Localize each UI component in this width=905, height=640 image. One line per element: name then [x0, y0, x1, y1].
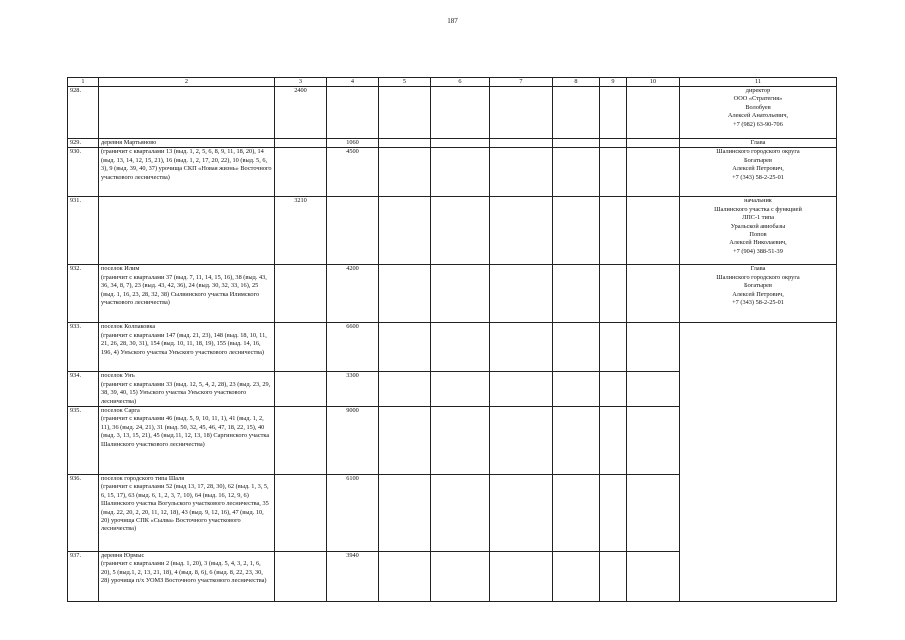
column-4-value: 9000 — [327, 407, 379, 475]
empty-cell — [431, 265, 490, 323]
empty-cell — [553, 87, 600, 139]
responsible-contact-cell: Глава — [680, 139, 837, 148]
empty-cell — [379, 265, 431, 323]
empty-cell — [600, 87, 627, 139]
empty-cell — [627, 265, 680, 323]
table-row — [68, 265, 837, 323]
empty-cell — [490, 323, 553, 372]
row-number: 928. — [68, 87, 99, 139]
empty-cell — [379, 197, 431, 265]
column-4-value: 3300 — [327, 372, 379, 407]
empty-cell — [553, 148, 600, 197]
column-header: 4 — [327, 78, 379, 87]
table-row — [68, 323, 837, 372]
table-row — [68, 197, 837, 265]
settlement-cell: деревня Юрмыс (граничит с кварталами 2 (выд. 1, 20), 3 (выд. 5, 4, 3, 2, 1, 6, 20), 5 (выд.1, 2, 13, 21, 18), 4 (выд. 8, 6), 6 (выд. 8, 22, 23, 30, 28) урочища п/х УОМЗ Восточного участкового лесничества) — [99, 552, 275, 602]
column-3-value — [275, 372, 327, 407]
page-number: 187 — [447, 17, 458, 25]
responsible-contact-cell: начальник Шалинского участка с функцией ЛПС-1 типа Уральской авиобазы Попов Алексей Николаевич, +7 (904) 388-51-39 — [680, 197, 837, 265]
empty-cell — [490, 265, 553, 323]
empty-cell — [431, 407, 490, 475]
column-header: 5 — [379, 78, 431, 87]
empty-cell — [600, 475, 627, 552]
empty-cell — [627, 87, 680, 139]
empty-cell — [379, 148, 431, 197]
empty-cell — [627, 372, 680, 407]
table-row — [68, 139, 837, 148]
column-4-value: 6100 — [327, 475, 379, 552]
empty-cell — [553, 265, 600, 323]
column-numbers-row — [68, 78, 837, 87]
row-number: 933. — [68, 323, 99, 372]
empty-cell — [553, 372, 600, 407]
empty-cell — [490, 407, 553, 475]
column-4-value — [327, 197, 379, 265]
empty-cell — [431, 475, 490, 552]
empty-cell — [553, 407, 600, 475]
empty-cell — [379, 323, 431, 372]
settlement-cell: деревня Мартьяново — [99, 139, 275, 148]
empty-cell — [490, 197, 553, 265]
empty-cell — [627, 407, 680, 475]
empty-cell — [490, 552, 553, 602]
empty-cell — [490, 372, 553, 407]
column-header: 7 — [490, 78, 553, 87]
column-3-value — [275, 552, 327, 602]
row-number: 937. — [68, 552, 99, 602]
row-number: 936. — [68, 475, 99, 552]
column-header: 11 — [680, 78, 837, 87]
column-header: 9 — [600, 78, 627, 87]
empty-cell — [431, 197, 490, 265]
column-3-value — [275, 475, 327, 552]
empty-cell — [379, 407, 431, 475]
settlement-cell — [99, 197, 275, 265]
settlement-cell: поселок Илим (граничит с кварталами 37 (выд. 7, 11, 14, 15, 16), 38 (выд. 43, 36, 34, 8, 7), 23 (выд. 43, 42, 36), 24 (выд. 30, 32, 33, 16), 25 (выд. 1, 16, 23, 28, 32, 38) Сылвинского участка Илимского участкового лесничества) — [99, 265, 275, 323]
row-number: 932. — [68, 265, 99, 323]
row-number: 935. — [68, 407, 99, 475]
empty-cell — [431, 372, 490, 407]
empty-cell — [627, 475, 680, 552]
empty-cell — [600, 552, 627, 602]
empty-cell — [431, 87, 490, 139]
empty-cell — [379, 552, 431, 602]
empty-cell — [600, 265, 627, 323]
row-number: 931. — [68, 197, 99, 265]
empty-cell — [627, 552, 680, 602]
empty-cell — [431, 552, 490, 602]
table-body — [68, 87, 837, 602]
empty-cell — [600, 372, 627, 407]
empty-cell — [600, 139, 627, 148]
empty-cell — [553, 323, 600, 372]
row-number: 930. — [68, 148, 99, 197]
column-4-value: 4200 — [327, 265, 379, 323]
settlement-cell: поселок городского типа Шаля (граничит с кварталами 52 (выд 13, 17, 28, 30), 62 (выд. 1, 3, 5, 6, 15, 17), 63 (выд. 6, 1, 2, 3, 7, 10), 64 (выд. 16, 12, 9, 6) Шалинского участка Вогульского участкового лесничества, 35 (выд. 22, 20, 2, 20, 11, 12, 18), 43 (выд. 9, 12, 16), 47 (выд. 10, 20) урочища СПК «Сылва» Восточного участкового лесничества) — [99, 475, 275, 552]
empty-cell — [600, 197, 627, 265]
empty-cell — [553, 552, 600, 602]
responsible-contact-cell: Шалинского городского округа Богатырев Алексей Петрович, +7 (343) 58-2-25-01 — [680, 148, 837, 197]
empty-cell — [553, 475, 600, 552]
empty-cell — [553, 197, 600, 265]
empty-cell — [627, 139, 680, 148]
settlement-cell: поселок Колпаковка (граничит с кварталами 147 (выд. 21, 23), 148 (выд. 18, 10, 11, 21, 26, 28, 30, 31), 154 (выд. 10, 11, 18, 19), 155 (выд. 14, 16, 196, 4) Унъского участка Унъского участкового лесничества) — [99, 323, 275, 372]
responsible-contact-cell — [680, 323, 837, 602]
column-header: 3 — [275, 78, 327, 87]
column-3-value — [275, 148, 327, 197]
empty-cell — [553, 139, 600, 148]
empty-cell — [490, 87, 553, 139]
column-4-value — [327, 87, 379, 139]
responsible-contact-cell: Глава Шалинского городского округа Богатырев Алексей Петрович, +7 (343) 58-2-25-01 — [680, 265, 837, 323]
column-4-value: 4500 — [327, 148, 379, 197]
empty-cell — [600, 323, 627, 372]
column-3-value — [275, 139, 327, 148]
empty-cell — [490, 475, 553, 552]
empty-cell — [490, 139, 553, 148]
forest-fire-table — [67, 77, 837, 602]
row-number: 934. — [68, 372, 99, 407]
column-header: 8 — [553, 78, 600, 87]
column-4-value: 6600 — [327, 323, 379, 372]
empty-cell — [490, 148, 553, 197]
empty-cell — [379, 475, 431, 552]
column-header: 10 — [627, 78, 680, 87]
column-4-value: 1060 — [327, 139, 379, 148]
column-header: 6 — [431, 78, 490, 87]
empty-cell — [379, 372, 431, 407]
empty-cell — [627, 148, 680, 197]
responsible-contact-cell: директор ООО «Стратегия» Волобуев Алексей Анатольевич, +7 (982) 63-90-706 — [680, 87, 837, 139]
column-3-value: 3210 — [275, 197, 327, 265]
column-4-value: 3940 — [327, 552, 379, 602]
column-header: 1 — [68, 78, 99, 87]
table-row — [68, 148, 837, 197]
empty-cell — [627, 197, 680, 265]
settlement-cell: (граничит с кварталами 13 (выд. 1, 2, 5, 6, 8, 9, 11, 18, 20), 14 (выд. 13, 14, 12, 15, 21), 16 (выд. 1, 2, 17, 20, 22), 10 (выд. 5, 6, 3), 9 (выд. 39, 40, 37) урочища СКП «Новая жизнь» Восточного участкового лесничества) — [99, 148, 275, 197]
empty-cell — [600, 148, 627, 197]
settlement-cell: поселок Сарга (граничит с кварталами 46 (выд. 5, 9, 10, 11, 1), 41 (выд. 1, 2, 11), 36 (выд. 24, 21), 31 (выд. 50, 32, 45, 46, 47, 18, 22, 15), 40 (выд. 3, 13, 15, 21), 45 (выд.11, 12, 13, 18) Саргинского участка Шалинского участкового лесничества) — [99, 407, 275, 475]
column-3-value: 2400 — [275, 87, 327, 139]
column-3-value — [275, 323, 327, 372]
empty-cell — [431, 139, 490, 148]
empty-cell — [431, 148, 490, 197]
column-3-value — [275, 407, 327, 475]
table-row — [68, 87, 837, 139]
empty-cell — [627, 323, 680, 372]
empty-cell — [379, 139, 431, 148]
empty-cell — [600, 407, 627, 475]
empty-cell — [379, 87, 431, 139]
row-number: 929. — [68, 139, 99, 148]
settlement-cell — [99, 87, 275, 139]
column-3-value — [275, 265, 327, 323]
settlement-cell: поселок Унъ (граничит с кварталами 33 (выд. 12, 5, 4, 2, 28), 23 (выд. 23, 29, 38, 39, 40, 15) Унъского участка Унъского участкового лесничества) — [99, 372, 275, 407]
empty-cell — [431, 323, 490, 372]
column-header: 2 — [99, 78, 275, 87]
